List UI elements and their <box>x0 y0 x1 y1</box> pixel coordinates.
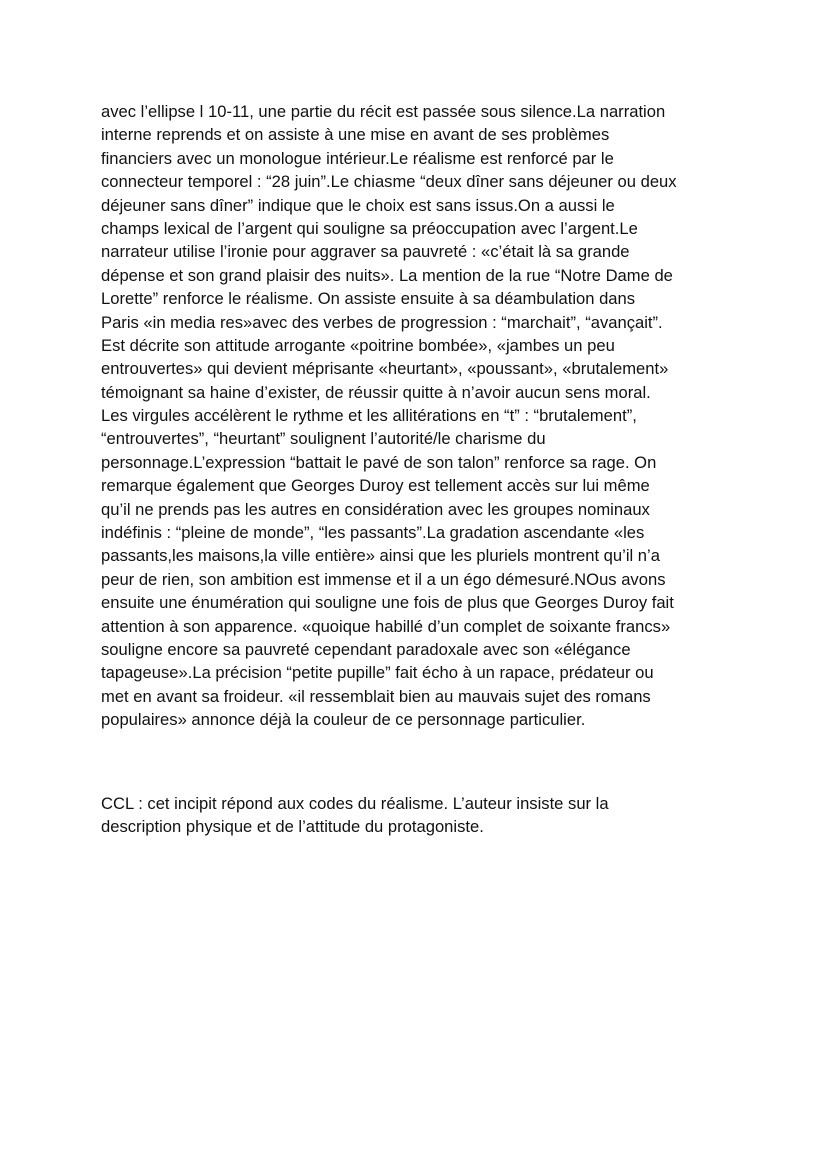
paragraph-line: connecteur temporel : “28 juin”.Le chiasme “deux dîner sans déjeuner ou deux <box>101 172 677 192</box>
paragraph-line: “entrouvertes”, “heurtant” soulignent l’autorité/le charisme du <box>101 429 546 449</box>
paragraph-line: déjeuner sans dîner” indique que le choix est sans issus.On a aussi le <box>101 195 615 215</box>
paragraph-line: indéfinis : “pleine de monde”, “les passants”.La gradation ascendante «les <box>101 523 645 543</box>
paragraph-line: peur de rien, son ambition est immense et il a un égo démesuré.NOus avons <box>101 569 666 589</box>
conclusion-paragraph <box>101 792 741 839</box>
conclusion-line: CCL : cet incipit répond aux codes du réalisme. L’auteur insiste sur la <box>101 794 609 813</box>
paragraph-line: qu’il ne prends pas les autres en considération avec les groupes nominaux <box>101 499 650 519</box>
paragraph-line: Les virgules accélèrent le rythme et les allitérations en “t” : “brutalement”, <box>101 406 637 426</box>
paragraph-line: narrateur utilise l’ironie pour aggraver sa pauvreté : «c’était là sa grande <box>101 242 630 262</box>
paragraph-line: passants,les maisons,la ville entière» ainsi que les pluriels montrent qu’il n’a <box>101 546 660 566</box>
paragraph-line: Lorette” renforce le réalisme. On assiste ensuite à sa déambulation dans <box>101 289 636 309</box>
paragraph-line: interne reprends et on assiste à une mise en avant de ses problèmes <box>101 125 610 145</box>
paragraph-line: Paris «in media res»avec des verbes de progression : “marchait”, “avançait”. <box>101 312 663 332</box>
paragraph-line: souligne encore sa pauvreté cependant paradoxale avec son «élégance <box>101 639 631 659</box>
paragraph-line: ensuite une énumération qui souligne une fois de plus que Georges Duroy fait <box>101 593 674 613</box>
paragraph-line: personnage.L’expression “battait le pavé de son talon” renforce sa rage. On <box>101 452 657 472</box>
paragraph-line: témoignant sa haine d’exister, de réussir quitte à n’avoir aucun sens moral. <box>101 382 651 402</box>
paragraph-line: Est décrite son attitude arrogante «poitrine bombée», «jambes un peu <box>101 335 615 355</box>
paragraph-line: dépense et son grand plaisir des nuits». La mention de la rue “Notre Dame de <box>101 265 673 285</box>
paragraph-line: avec l’ellipse l 10-11, une partie du récit est passée sous silence.La narration <box>101 102 666 121</box>
paragraph-line: met en avant sa froideur. «il ressemblait bien au mauvais sujet des romans <box>101 686 651 706</box>
paragraph-line: attention à son apparence. «quoique habillé d’un complet de soixante francs» <box>101 616 671 636</box>
paragraph-line: champs lexical de l’argent qui souligne sa préoccupation avec l’argent.Le <box>101 218 638 238</box>
paragraph-line: populaires» annonce déjà la couleur de ce personnage particulier. <box>101 710 586 730</box>
paragraph-line: entrouvertes» qui devient méprisante «heurtant», «poussant», «brutalement» <box>101 359 669 379</box>
analysis-paragraph <box>101 100 741 732</box>
paragraph-line: remarque également que Georges Duroy est tellement accès sur lui même <box>101 476 650 496</box>
paragraph-line: financiers avec un monologue intérieur.Le réalisme est renforcé par le <box>101 148 614 168</box>
conclusion-line: description physique et de l’attitude du protagoniste. <box>101 817 484 837</box>
paragraph-line: tapageuse».La précision “petite pupille” fait écho à un rapace, prédateur ou <box>101 663 654 683</box>
